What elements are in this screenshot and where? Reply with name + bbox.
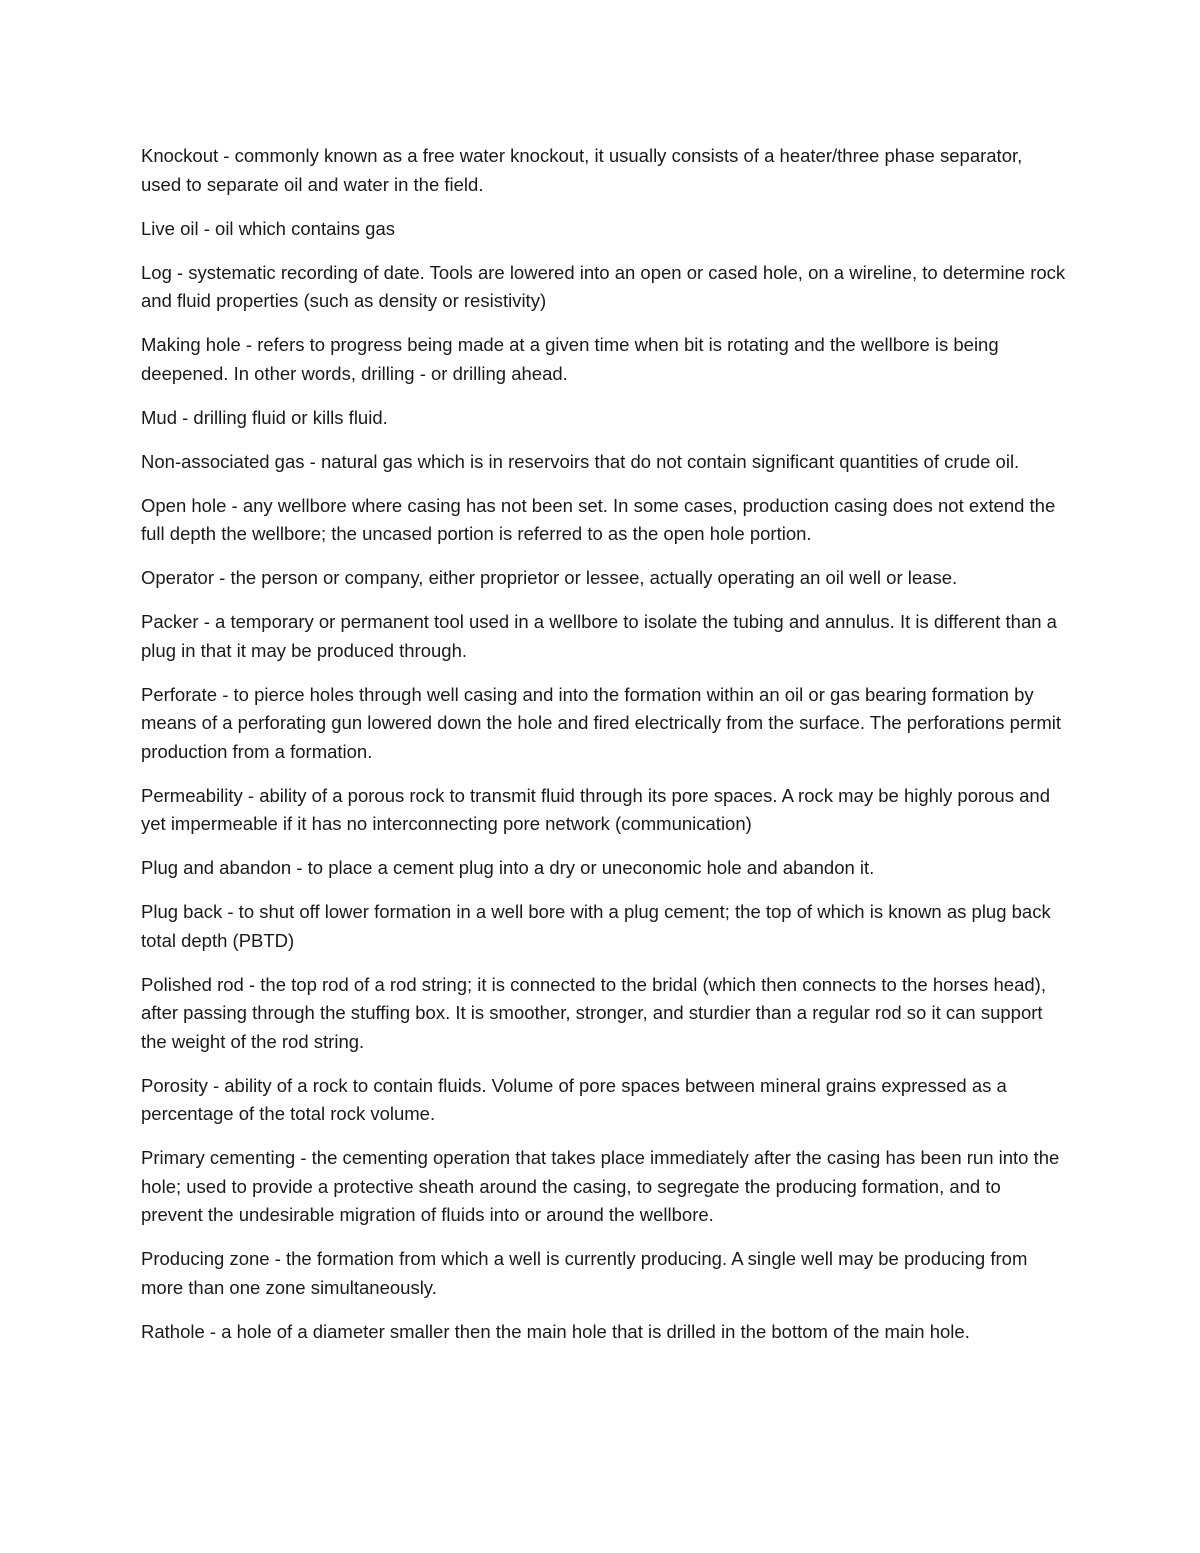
glossary-entry-open-hole: Open hole - any wellbore where casing has not been set. In some cases, production casing does not extend the full depth the wellbore; the uncased portion is referred to as the open hole portion.	[141, 494, 1056, 544]
glossary-entry-rathole: Rathole - a hole of a diameter smaller then the main hole that is drilled in the bottom of the main hole.	[141, 1320, 970, 1342]
glossary-entry-log: Log - systematic recording of date. Tools are lowered into an open or cased hole, on a wireline, to determine rock and fluid properties (such as density or resistivity)	[141, 261, 1066, 311]
glossary-entry-perforate: Perforate - to pierce holes through well casing and into the formation within an oil or gas bearing formation by means of a perforating gun lowered down the hole and fired electrically from the surface. The perforations permit production from a formation.	[141, 683, 1062, 762]
glossary-entry-knockout: Knockout - commonly known as a free water knockout, it usually consists of a heater/three phase separator, used to separate oil and water in the field.	[141, 145, 1023, 195]
glossary-entry-plug-back: Plug back - to shut off lower formation in a well bore with a plug cement; the top of which is known as plug back total depth (PBTD)	[141, 901, 1051, 951]
glossary-entry-non-associated-gas: Non-associated gas - natural gas which is in reservoirs that do not contain significant quantities of crude oil.	[141, 450, 1020, 472]
glossary-entry-packer: Packer - a temporary or permanent tool used in a wellbore to isolate the tubing and annulus. It is different than a plug in that it may be produced through.	[141, 611, 1057, 661]
glossary-entry-making-hole: Making hole - refers to progress being made at a given time when bit is rotating and the wellbore is being deepened. In other words, drilling - or drilling ahead.	[141, 334, 999, 384]
glossary-entry-plug-and-abandon: Plug and abandon - to place a cement plug into a dry or uneconomic hole and abandon it.	[141, 857, 875, 878]
glossary-entry-primary-cementing: Primary cementing - the cementing operation that takes place immediately after the casing has been run into the hole; used to provide a protective sheath around the casing, to segregate the producing formation, and to prevent the undesirable migration of fluids into or around the wellbore.	[141, 1147, 1060, 1225]
glossary-entry-producing-zone: Producing zone - the formation from which a well is currently producing. A single well may be producing from more than one zone simultaneously.	[141, 1248, 1028, 1298]
glossary-entry-operator: Operator - the person or company, either proprietor or lessee, actually operating an oil well or lease.	[141, 567, 958, 588]
glossary-entry-porosity: Porosity - ability of a rock to contain fluids. Volume of pore spaces between mineral grains expressed as a percentage of the total rock volume.	[141, 1074, 1007, 1124]
glossary-entry-permeability: Permeability - ability of a porous rock to transmit fluid through its pore spaces. A rock may be highly porous and yet impermeable if it has no interconnecting pore network (communication)	[141, 784, 1051, 834]
glossary-entry-mud: Mud - drilling fluid or kills fluid.	[141, 406, 388, 428]
glossary-body	[141, 142, 1066, 1346]
glossary-entry-polished-rod: Polished rod - the top rod of a rod string; it is connected to the bridal (which then connects to the horses head), after passing through the stuffing box. It is smoother, stronger, and sturdier than a regular rod so it can support the weight of the rod string.	[141, 973, 1046, 1052]
glossary-entry-live-oil: Live oil - oil which contains gas	[141, 217, 395, 239]
